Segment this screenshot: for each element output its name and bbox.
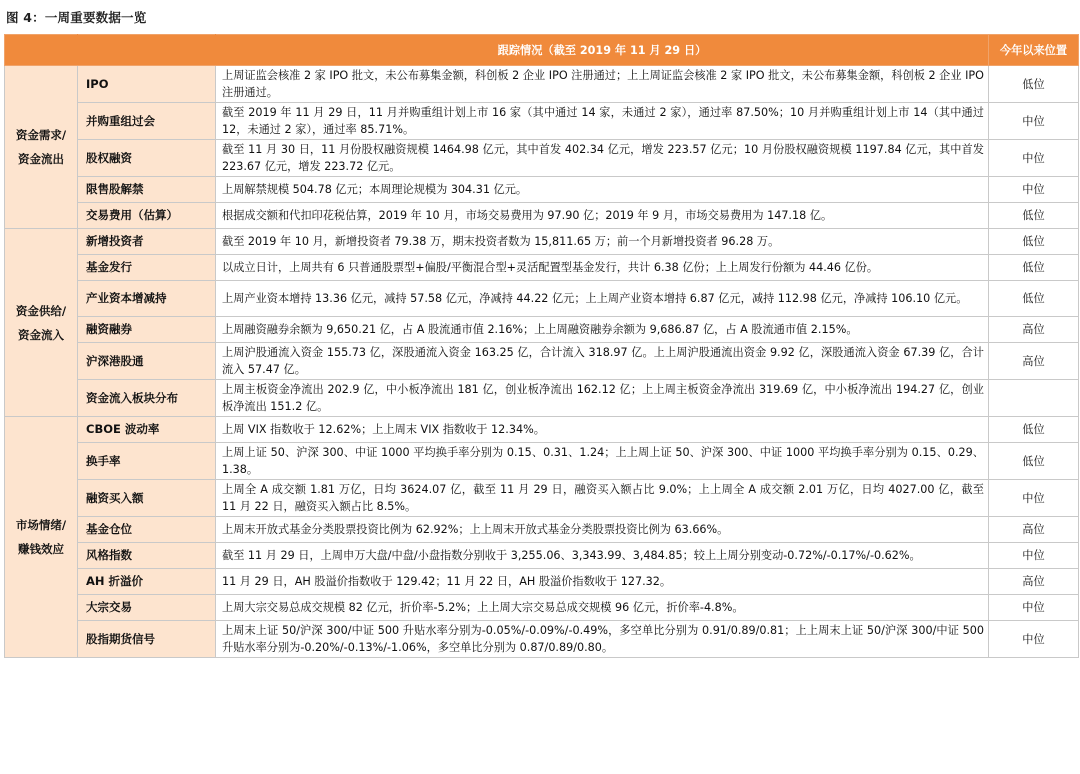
row-item: 新增投资者 (78, 229, 216, 255)
table-row (5, 543, 1079, 569)
row-description: 截至 11 月 29 日，上周申万大盘/中盘/小盘指数分别收于 3,255.06、3,343.99、3,484.85；较上上周分别变动-0.72%/-0.17%/-0.62%。 (216, 543, 989, 569)
row-item: 资金流入板块分布 (78, 380, 216, 417)
row-position: 中位 (989, 595, 1079, 621)
row-item: 产业资本增减持 (78, 281, 216, 317)
row-item: 基金发行 (78, 255, 216, 281)
row-item: 融资融券 (78, 317, 216, 343)
row-description: 截至 2019 年 11 月 29 日，11 月并购重组计划上市 16 家（其中通过 14 家，未通过 2 家），通过率 87.50%；10 月并购重组计划上市 14（其中通过 12，未通过 2 家），通过率 85.71%。 (216, 103, 989, 140)
row-item: 并购重组过会 (78, 103, 216, 140)
row-item: 限售股解禁 (78, 177, 216, 203)
row-item: 基金仓位 (78, 517, 216, 543)
row-position: 高位 (989, 569, 1079, 595)
table-row (5, 480, 1079, 517)
row-position: 中位 (989, 177, 1079, 203)
row-position: 低位 (989, 66, 1079, 103)
row-description: 上周全 A 成交额 1.81 万亿，日均 3624.07 亿，截至 11 月 29 日，融资买入额占比 9.0%；上上周全 A 成交额 2.01 万亿，日均 4027.00 亿，截至 11 月 22 日，融资买入额占比 8.5%。 (216, 480, 989, 517)
group-label-inflow: 资金供给/ 资金流入 (5, 229, 78, 417)
table-row (5, 103, 1079, 140)
table-row (5, 621, 1079, 658)
row-description: 上周上证 50、沪深 300、中证 1000 平均换手率分别为 0.15、0.31、1.24；上上周上证 50、沪深 300、中证 1000 平均换手率分别为 0.15、0.29、1.38。 (216, 443, 989, 480)
row-position: 中位 (989, 621, 1079, 658)
row-item: IPO (78, 66, 216, 103)
group-label-outflow: 资金需求/ 资金流出 (5, 66, 78, 229)
header-item-col (78, 35, 216, 66)
row-position: 中位 (989, 543, 1079, 569)
row-position: 中位 (989, 480, 1079, 517)
table-row (5, 229, 1079, 255)
row-description: 上周解禁规模 504.78 亿元；本周理论规模为 304.31 亿元。 (216, 177, 989, 203)
row-position (989, 380, 1079, 417)
table-row (5, 380, 1079, 417)
table-header-row (5, 35, 1079, 66)
row-description: 根据成交额和代扣印花税估算，2019 年 10 月，市场交易费用为 97.90 亿；2019 年 9 月，市场交易费用为 147.18 亿。 (216, 203, 989, 229)
row-description: 上周末开放式基金分类股票投资比例为 62.92%；上上周末开放式基金分类股票投资比例为 63.66%。 (216, 517, 989, 543)
table-row (5, 417, 1079, 443)
table-row (5, 317, 1079, 343)
table-row (5, 595, 1079, 621)
row-description: 上周大宗交易总成交规模 82 亿元，折价率-5.2%；上上周大宗交易总成交规模 96 亿元，折价率-4.8%。 (216, 595, 989, 621)
row-description: 上周末上证 50/沪深 300/中证 500 升贴水率分别为-0.05%/-0.09%/-0.49%，多空单比分别为 0.91/0.89/0.81；上上周末上证 50/沪深 300/中证 500 升贴水率分别为-0.20%/-0.13%/-1.06%，多空单比分别为 0.87/0.89/0.80。 (216, 621, 989, 658)
row-description: 11 月 29 日，AH 股溢价指数收于 129.42；11 月 22 日，AH 股溢价指数收于 127.32。 (216, 569, 989, 595)
row-item: 沪深港股通 (78, 343, 216, 380)
table-row (5, 203, 1079, 229)
header-desc-col: 跟踪情况（截至 2019 年 11 月 29 日） (216, 35, 989, 66)
table-row (5, 255, 1079, 281)
row-position: 低位 (989, 281, 1079, 317)
row-description: 以成立日计，上周共有 6 只普通股票型+偏股/平衡混合型+灵活配置型基金发行，共计 6.38 亿份；上上周发行份额为 44.46 亿份。 (216, 255, 989, 281)
table-row (5, 569, 1079, 595)
row-item: 大宗交易 (78, 595, 216, 621)
header-group-col (5, 35, 78, 66)
group-label-sentiment: 市场情绪/ 赚钱效应 (5, 417, 78, 658)
row-position: 高位 (989, 517, 1079, 543)
row-position: 低位 (989, 417, 1079, 443)
row-item: CBOE 波动率 (78, 417, 216, 443)
table-row (5, 343, 1079, 380)
row-description: 上周产业资本增持 13.36 亿元，减持 57.58 亿元，净减持 44.22 亿元；上上周产业资本增持 6.87 亿元，减持 112.98 亿元，净减持 106.10 亿元。 (216, 281, 989, 317)
row-position: 中位 (989, 103, 1079, 140)
row-position: 低位 (989, 229, 1079, 255)
row-description: 上周证监会核准 2 家 IPO 批文，未公布募集金额，科创板 2 企业 IPO 注册通过；上上周证监会核准 2 家 IPO 批文，未公布募集金额，科创板 2 企业 IPO 注册通过。 (216, 66, 989, 103)
row-description: 上周主板资金净流出 202.9 亿，中小板净流出 181 亿，创业板净流出 162.12 亿；上上周主板资金净流出 319.69 亿，中小板净流出 194.27 亿，创业板净流出 151.2 亿。 (216, 380, 989, 417)
figure-caption: 图 4：一周重要数据一览 (6, 10, 147, 25)
row-description: 上周融资融券余额为 9,650.21 亿，占 A 股流通市值 2.16%；上上周融资融券余额为 9,686.87 亿，占 A 股流通市值 2.15%。 (216, 317, 989, 343)
table-row (5, 177, 1079, 203)
row-item: 融资买入额 (78, 480, 216, 517)
row-description: 上周沪股通流入资金 155.73 亿，深股通流入资金 163.25 亿，合计流入 318.97 亿。上上周沪股通流出资金 9.92 亿，深股通流入资金 67.39 亿，合计流入 57.47 亿。 (216, 343, 989, 380)
row-item: 风格指数 (78, 543, 216, 569)
row-item: 股指期货信号 (78, 621, 216, 658)
weekly-data-table (4, 34, 1079, 658)
row-item: 交易费用（估算） (78, 203, 216, 229)
table-row (5, 443, 1079, 480)
row-position: 低位 (989, 255, 1079, 281)
row-item: 股权融资 (78, 140, 216, 177)
row-position: 低位 (989, 443, 1079, 480)
row-item: 换手率 (78, 443, 216, 480)
row-position: 低位 (989, 203, 1079, 229)
row-description: 截至 11 月 30 日，11 月份股权融资规模 1464.98 亿元，其中首发 402.34 亿元，增发 223.57 亿元；10 月份股权融资规模 1197.84 亿元，其中首发 223.67 亿元，增发 223.72 亿元。 (216, 140, 989, 177)
table-row (5, 281, 1079, 317)
row-position: 高位 (989, 343, 1079, 380)
row-description: 上周 VIX 指数收于 12.62%；上上周末 VIX 指数收于 12.34%。 (216, 417, 989, 443)
table-row (5, 66, 1079, 103)
row-description: 截至 2019 年 10 月，新增投资者 79.38 万，期末投资者数为 15,811.65 万；前一个月新增投资者 96.28 万。 (216, 229, 989, 255)
row-item: AH 折溢价 (78, 569, 216, 595)
table-row (5, 140, 1079, 177)
header-position-col: 今年以来位置 (989, 35, 1079, 66)
table-row (5, 517, 1079, 543)
row-position: 中位 (989, 140, 1079, 177)
row-position: 高位 (989, 317, 1079, 343)
